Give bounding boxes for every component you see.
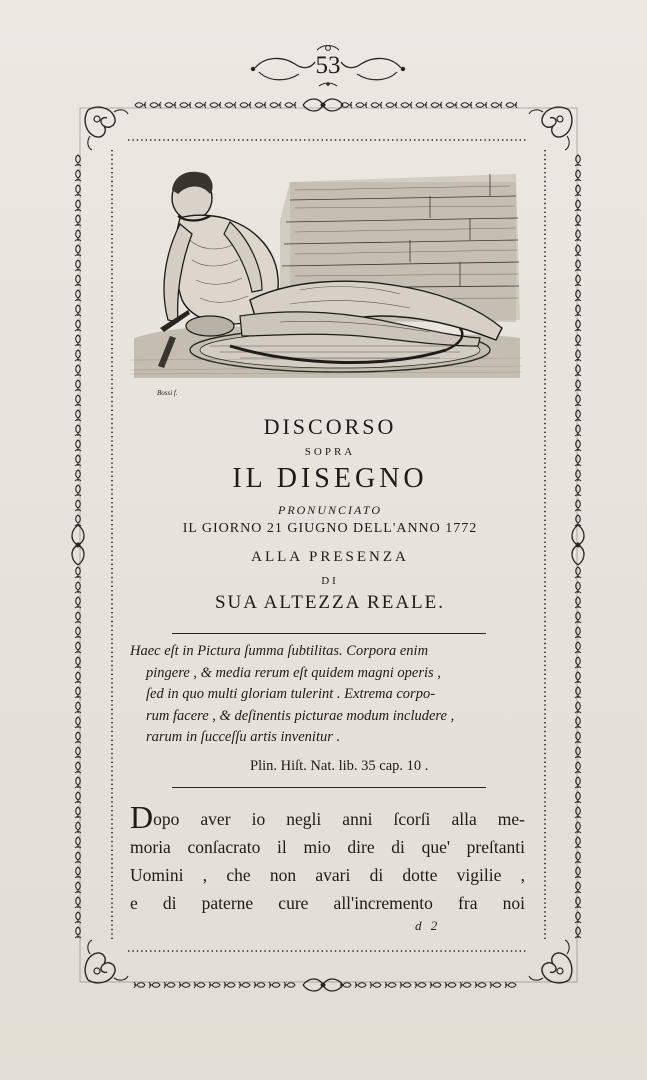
border-leaf <box>401 102 412 108</box>
border-leaf <box>575 170 581 181</box>
title-pronunciato: PRONUNCIATO <box>277 503 382 517</box>
epigraph <box>130 641 528 749</box>
border-leaf <box>575 747 581 758</box>
title-sopra: SOPRA <box>304 446 356 458</box>
border-leaf <box>575 515 581 526</box>
border-leaf <box>575 612 581 623</box>
border-leaf <box>179 982 190 988</box>
border-leaf <box>461 102 472 108</box>
border-leaf <box>575 822 581 833</box>
body-line: Uomini , che non avari di dotte vigilie , <box>130 865 525 885</box>
border-leaf <box>575 897 581 908</box>
border-leaf <box>575 912 581 923</box>
title-giorno: IL GIORNO 21 GIUGNO DELL'ANNO 1772 <box>182 521 478 536</box>
border-leaf <box>446 102 457 108</box>
border-leaf <box>575 567 581 578</box>
body-line: e di paterne cure all'incremento fra noi <box>130 893 525 913</box>
border-leaf <box>430 982 441 988</box>
border-leaf <box>284 982 295 988</box>
border-leaf <box>209 982 220 988</box>
title-presenza: ALLA PRESENZA <box>251 549 409 565</box>
border-leaf <box>355 982 366 988</box>
epigraph-citation: Plin. Hiſt. Nat. lib. 35 cap. 10 . <box>250 758 429 774</box>
dropcap: D <box>130 799 154 835</box>
border-leaf <box>575 777 581 788</box>
rule-bottom <box>172 787 486 788</box>
border-leaf <box>575 380 581 391</box>
border-leaf <box>224 982 235 988</box>
border-leaf <box>575 425 581 436</box>
border-leaf <box>225 102 236 108</box>
border-leaf <box>164 982 175 988</box>
page-number <box>245 42 411 90</box>
border-leaf <box>416 102 427 108</box>
border-leaf <box>285 102 296 108</box>
border-leaf <box>149 982 160 988</box>
border-leaf <box>575 762 581 773</box>
border-leaf <box>475 982 486 988</box>
border-leaf <box>575 395 581 406</box>
body-text <box>130 799 525 917</box>
border-leaf <box>575 500 581 511</box>
border-leaf <box>575 657 581 668</box>
border-leaf <box>150 102 161 108</box>
border-leaf <box>575 867 581 878</box>
border-leaf <box>575 470 581 481</box>
border-leaf <box>575 290 581 301</box>
border-leaf <box>210 102 221 108</box>
border-leaf <box>575 155 581 166</box>
border-leaf <box>575 582 581 593</box>
border-leaf <box>575 350 581 361</box>
title-disegno: IL DISEGNO <box>232 463 428 494</box>
epigraph-line: ſed in quo multi gloriam tulerint . Extrema corpo- <box>146 686 436 702</box>
epigraph-line: pingere , & media rerum eſt quidem magni operis , <box>146 664 441 681</box>
border-leaf <box>575 882 581 893</box>
body-line-rest: opo aver io negli anni ſcorſi alla me- <box>153 809 525 829</box>
border-leaf <box>575 642 581 653</box>
border-leaf <box>165 102 176 108</box>
border-leaf <box>445 982 456 988</box>
border-leaf <box>370 982 381 988</box>
engraving-dying-gaul <box>130 160 522 388</box>
title-discorso: DISCORSO <box>263 414 397 439</box>
border-leaf <box>575 200 581 211</box>
border-leaf <box>575 185 581 196</box>
border-leaf <box>575 320 581 331</box>
border-leaf <box>415 982 426 988</box>
border-leaf <box>195 102 206 108</box>
border-leaf <box>400 982 411 988</box>
border-leaf <box>575 627 581 638</box>
rule-top <box>172 633 486 634</box>
border-leaf <box>506 102 517 108</box>
border-leaf <box>575 807 581 818</box>
border-leaf <box>386 102 397 108</box>
border-leaf <box>575 230 581 241</box>
border-leaf <box>575 687 581 698</box>
body-line: moria conſacrato il mio dire di que' preſtanti <box>130 837 525 857</box>
border-leaf <box>575 215 581 226</box>
border-leaf <box>255 102 266 108</box>
border-leaf <box>575 245 581 256</box>
border-leaf <box>269 982 280 988</box>
border-leaf <box>491 102 502 108</box>
epigraph-line: Haec eſt in Pictura ſumma ſubtilitas. Corpora enim <box>130 643 429 659</box>
border-leaf <box>575 792 581 803</box>
border-leaf <box>575 305 581 316</box>
border-leaf <box>575 702 581 713</box>
border-leaf <box>575 440 581 451</box>
border-leaf <box>575 672 581 683</box>
border-leaf <box>239 982 250 988</box>
border-leaf <box>575 732 581 743</box>
signature-mark: d 2 <box>415 918 441 933</box>
border-leaf <box>575 365 581 376</box>
border-leaf <box>134 982 145 988</box>
border-leaf <box>460 982 471 988</box>
epigraph-line: rarum in ſucceſſu artis invenitur . <box>146 729 341 745</box>
border-leaf <box>575 455 581 466</box>
border-leaf <box>240 102 251 108</box>
border-leaf <box>135 102 146 108</box>
border-leaf <box>505 982 516 988</box>
border-leaf <box>575 275 581 286</box>
border-leaf <box>575 485 581 496</box>
border-leaf <box>385 982 396 988</box>
border-leaf <box>431 102 442 108</box>
border-leaf <box>575 597 581 608</box>
body-line <box>130 799 525 835</box>
epigraph-line: rum facere , & deſinentis picturae modum includere , <box>146 707 455 724</box>
title-altezza: SUA ALTEZZA REALE. <box>214 592 446 613</box>
border-leaf <box>490 982 501 988</box>
border-leaf <box>575 410 581 421</box>
border-leaf <box>575 927 581 938</box>
engraver-signature: Bossi f. <box>157 389 178 397</box>
border-leaf <box>356 102 367 108</box>
border-leaf <box>194 982 205 988</box>
border-leaf <box>180 102 191 108</box>
title-di: DI <box>321 575 339 587</box>
border-leaf <box>371 102 382 108</box>
border-leaf <box>575 260 581 271</box>
border-leaf <box>476 102 487 108</box>
border-leaf <box>575 837 581 848</box>
border-leaf <box>270 102 281 108</box>
border-leaf <box>575 717 581 728</box>
border-leaf <box>575 335 581 346</box>
page-number-text: 53 <box>315 52 341 79</box>
border-leaf <box>575 852 581 863</box>
border-leaf <box>254 982 265 988</box>
